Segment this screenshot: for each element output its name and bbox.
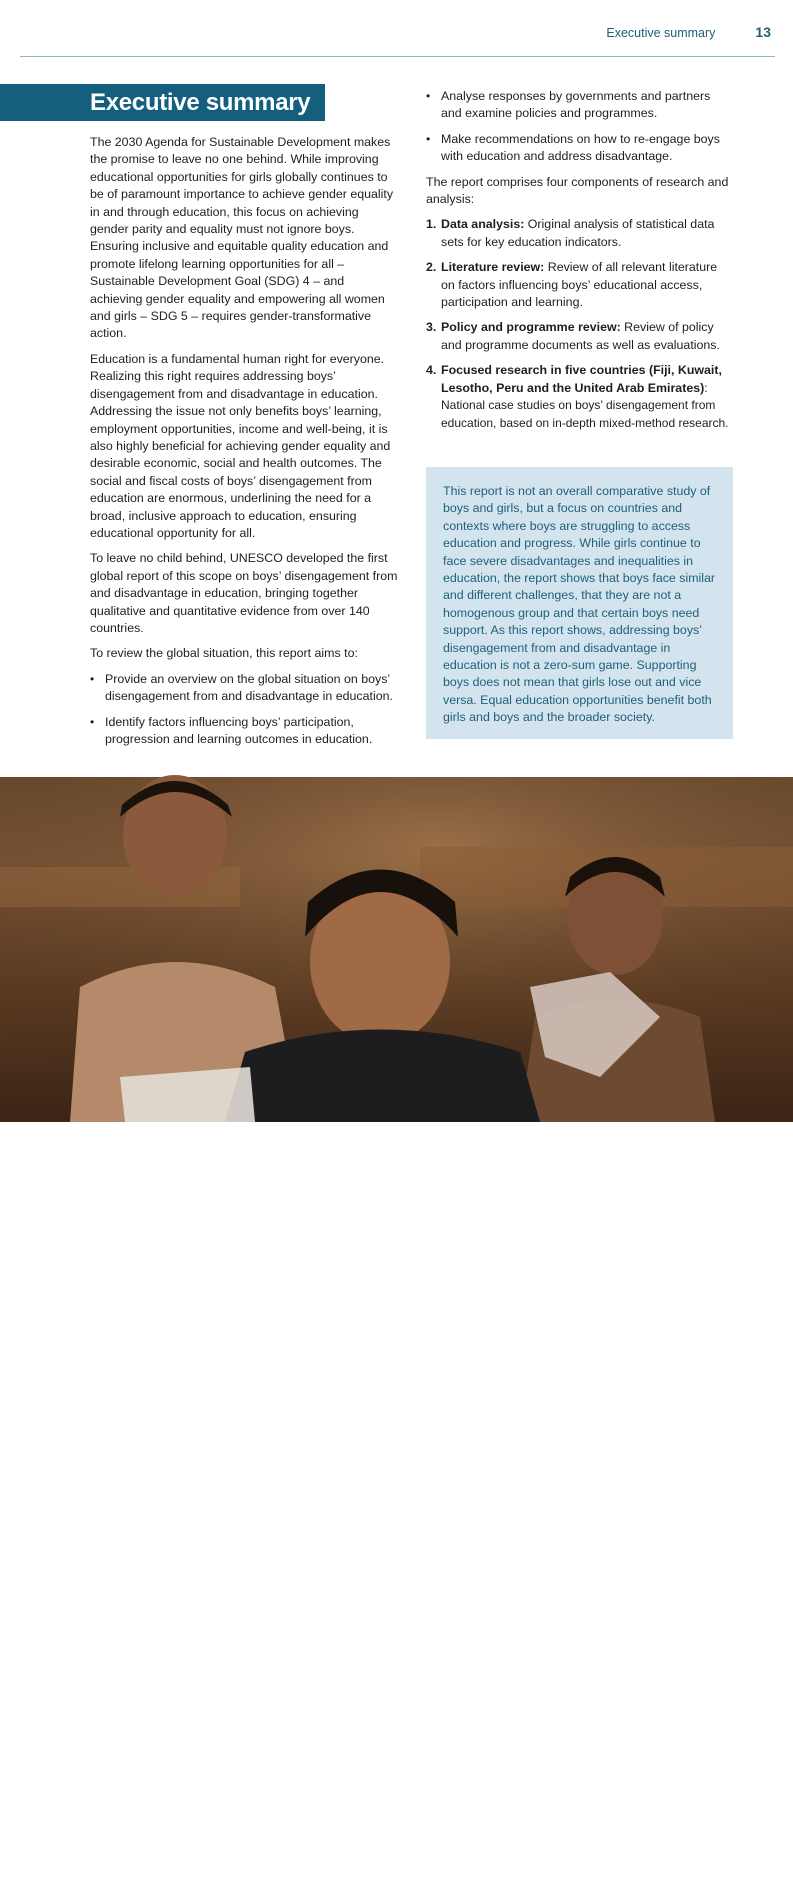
list-item: • Analyse responses by governments and partners and examine policies and programmes. bbox=[426, 89, 711, 121]
left-column bbox=[90, 134, 398, 756]
callout-box bbox=[426, 467, 733, 739]
list-item: • Make recommendations on how to re-engage boys with education and address disadvantage. bbox=[426, 131, 720, 164]
list-item: 3. Policy and programme review: Review of policy and programme documents as well as evaluations. bbox=[426, 320, 720, 352]
bullet-mark: • bbox=[426, 89, 431, 103]
title-band bbox=[0, 84, 325, 121]
aims-list-continued bbox=[426, 88, 734, 166]
running-header bbox=[606, 24, 771, 40]
classroom-photo bbox=[0, 777, 793, 1882]
photo-illustration bbox=[0, 777, 793, 1122]
list-item: • Provide an overview on the global situation on boys’ disengagement from and disadvantage in education. bbox=[90, 671, 393, 704]
list-item: • Identify factors influencing boys’ participation, progression and learning outcomes in education. bbox=[90, 714, 373, 746]
paragraph-human-right: Education is a fundamental human right for everyone. Realizing this right requires addressing boys’ disengagement from and disadvantage in education. Addressing the issue not only benefits boys’ learning, employment opportunities, income and well-being, it is also highly beneficial for achieving gender equality and desirable economic, social and health outcomes. The social and fiscal costs of boys’ disengagement from education are enormous, underlining the need for a broad, inclusive approach to education, ensuring educational opportunity for all. bbox=[90, 351, 391, 540]
page-title: Executive summary bbox=[90, 89, 311, 116]
running-header-section: Executive summary bbox=[606, 26, 716, 40]
callout-text: This report is not an overall comparative study of boys and girls, but a focus on countries and contexts where boys are struggling to access education and progress. While girls continue to face severe disadvantages and inequalities in education, the report shows that boys face similar and different challenges, that they are not a homogenous group and that certain boys need support. As this report shows, addressing boys’ disengagement from and disadvantage in education is not a zero-sum game. Supporting boys does not mean that girls lose out and vice versa. Equal education opportunities benefit both girls and boys and the broader society. bbox=[443, 484, 716, 725]
list-item: 2. Literature review: Review of all relevant literature on factors influencing boys’ educational access, participation and learning. bbox=[426, 260, 718, 310]
paragraph-agenda: The 2030 Agenda for Sustainable Development makes the promise to leave no one behind. While improving educational opportunities for girls globally continues to be of paramount importance to achieve gender equality in and through education, this focus on achieving gender parity and equality must not ignore boys. Ensuring inclusive and equitable quality education and promote lifelong learning opportunities for all – Sustainable Development Goal (SDG) 4 – and achieving gender equality and empowering all women and girls – SDG 5 – requires gender-transformative action. bbox=[90, 135, 394, 341]
bullet-mark: • bbox=[90, 714, 95, 729]
paragraph-unesco-report: To leave no child behind, UNESCO developed the first global report of this scope on boys’ disengagement from and disadvantage in education, bringing together qualitative and quantitative evidence from over 140 countries. bbox=[90, 551, 398, 635]
right-column bbox=[426, 88, 734, 440]
header-rule bbox=[20, 56, 775, 57]
page-number: 13 bbox=[755, 24, 771, 40]
bullet-mark: • bbox=[90, 671, 95, 686]
components-list bbox=[426, 216, 734, 431]
paragraph-aims-intro: To review the global situation, this report aims to: bbox=[90, 646, 358, 661]
list-item: 4. Focused research in five countries (Fiji, Kuwait, Lesotho, Peru and the United Arab Emirates): National case studies on boys’ disengagement from education, based on in-depth mixed-method research. bbox=[426, 363, 729, 430]
paragraph-components-intro: The report comprises four components of research and analysis: bbox=[426, 174, 729, 207]
photo-credit: © UNESCO Islamabad/Asad Zaidi bbox=[763, 1730, 774, 1882]
list-item: 1. Data analysis: Original analysis of statistical data sets for key education indicators. bbox=[426, 217, 715, 249]
bullet-mark: • bbox=[426, 131, 431, 146]
aims-list bbox=[90, 671, 398, 749]
